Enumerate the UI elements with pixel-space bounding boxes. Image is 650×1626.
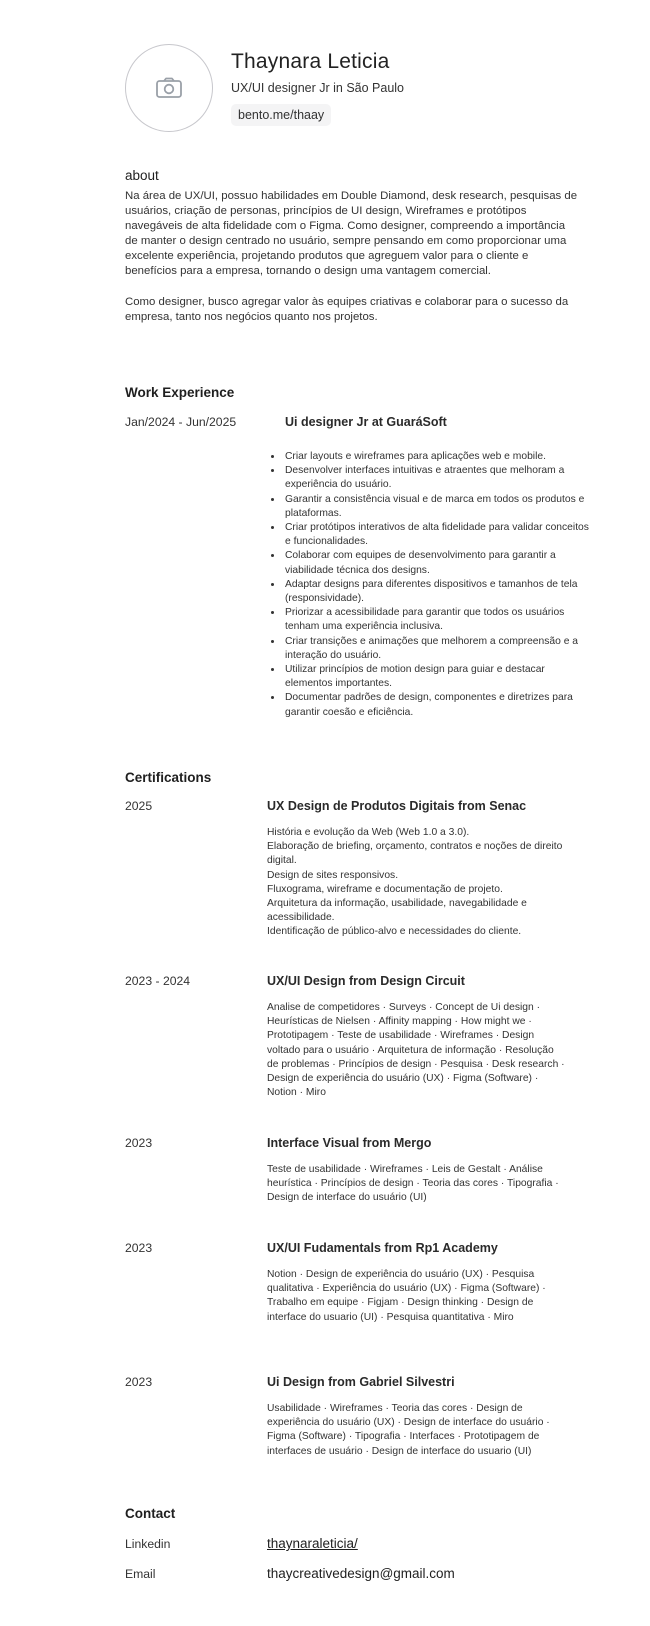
cert-description: Usabilidade · Wireframes · Teoria das cores · Design de experiência do usuário (UX) · Design de interface do usuário · Figma (Software) · Tipografia · Interfaces · Prototipagem de interfaces de usuário · Design de interface do usuario (UI) (267, 1403, 550, 1457)
cert-description: Teste de usabilidade · Wireframes · Leis de Gestalt · Análise heurística · Princípios de design · Teoria das cores · Tipografia · Design de interface do usuário (UI) (267, 1164, 559, 1204)
work-experience-title: Work Experience (125, 385, 235, 400)
work-date: Jan/2024 - Jun/2025 (125, 415, 237, 429)
list-item: • Documentar padrões de design, componentes e diretrizes para garantir coesão e eficiência. (283, 691, 593, 719)
list-item: • Colaborar com equipes de desenvolvimento para garantir a viabilidade técnica dos designs. (283, 549, 593, 577)
cert-description: Notion · Design de experiência do usuário (UX) · Pesquisa qualitativa · Experiência do usuário (UX) · Figma (Software) · Trabalho em equipe · Figjam · Design thinking · Design de interface do usuario (UI) · Pesquisa quantitativa · Miro (267, 1269, 546, 1323)
cert-description: História e evolução da Web (Web 1.0 a 3.0). Elaboração de briefing, orçamento, contratos e noções de direito digital. Design de sites responsivos. Fluxograma, wireframe e documentação de projeto. Arquitetura da informação, usabilidade, navegabilidade e acessibilidade. Identificação de público-alvo e necessidades do cliente. (267, 827, 563, 938)
cert-description: Analise de competidores · Surveys · Concept de Ui design · Heurísticas de Nielsen · Affinity mapping · How might we · Prototipagem · Teste de usabilidade · Wireframes · Design voltado para o usuário · Arquitetura de informação · Resolução de problemas · Princípios de design · Pesquisa · Desk research · Design de experiência do usuário (UX) · Figma (Software) · Notion · Miro (267, 1002, 565, 1099)
cert-title: Interface Visual from Mergo (267, 1136, 432, 1150)
cert-title: UX/UI Design from Design Circuit (267, 974, 465, 988)
about-paragraph-1: Na área de UX/UI, possuo habilidades em Double Diamond, desk research, pesquisas de usuários, criação de personas, princípios de UI design, Wireframes e protótipos navegáveis de alta fidelidade com o Figma. Como designer, compreendo a importância de manter o design centrado no usuário, sempre pensando em como proporcionar uma excelente experiência, projetando produtos que agreguem valor para o cliente e benefícios para a empresa, tornando o design uma vantagem comercial. (125, 190, 578, 278)
cert-date: 2023 (125, 1136, 153, 1150)
profile-tagline: UX/UI designer Jr in São Paulo (231, 81, 405, 95)
avatar[interactable] (125, 44, 213, 132)
cert-title: Ui Design from Gabriel Silvestri (267, 1375, 455, 1389)
list-item: • Priorizar a acessibilidade para garantir que todos os usuários tenham uma experiência inclusiva. (283, 606, 593, 634)
list-item: • Criar protótipos interativos de alta fidelidade para validar conceitos e funcionalidades. (283, 521, 593, 549)
list-item: • Criar layouts e wireframes para aplicações web e mobile. (283, 450, 593, 464)
certifications-title: Certifications (125, 770, 212, 785)
about-text (125, 189, 580, 325)
profile-name: Thaynara Leticia (231, 50, 390, 73)
profile-link[interactable]: bento.me/thaay (231, 104, 331, 126)
camera-icon (155, 77, 183, 99)
list-item: • Garantir a consistência visual e de marca em todos os produtos e plataformas. (283, 493, 593, 521)
list-item: • Utilizar princípios de motion design para guiar e destacar elementos importantes. (283, 663, 593, 691)
linkedin-label: Linkedin (125, 1537, 171, 1551)
cert-title: UX/UI Fudamentals from Rp1 Academy (267, 1241, 498, 1255)
about-title: about (125, 168, 159, 183)
cert-date: 2025 (125, 799, 153, 813)
contact-title: Contact (125, 1506, 176, 1521)
email-label: Email (125, 1567, 156, 1581)
work-role: Ui designer Jr at GuaráSoft (285, 415, 447, 429)
about-paragraph-2: Como designer, busco agregar valor às equipes criativas e colaborar para o sucesso da empresa, tanto nos negócios quanto nos projetos. (125, 295, 569, 323)
cert-date: 2023 - 2024 (125, 974, 191, 988)
cert-date: 2023 (125, 1241, 153, 1255)
cert-date: 2023 (125, 1375, 153, 1389)
cert-title: UX Design de Produtos Digitais from Senac (267, 799, 527, 813)
email-link[interactable]: thaycreativedesign@gmail.com (267, 1566, 455, 1581)
list-item: • Adaptar designs para diferentes dispositivos e tamanhos de tela (responsividade). (283, 578, 593, 606)
linkedin-link[interactable]: thaynaraleticia/ (267, 1536, 358, 1551)
list-item: • Desenvolver interfaces intuitivas e atraentes que melhoram a experiência do usuário. (283, 464, 593, 492)
list-item: • Criar transições e animações que melhorem a compreensão e a interação do usuário. (283, 635, 593, 663)
work-bullets (273, 450, 593, 720)
